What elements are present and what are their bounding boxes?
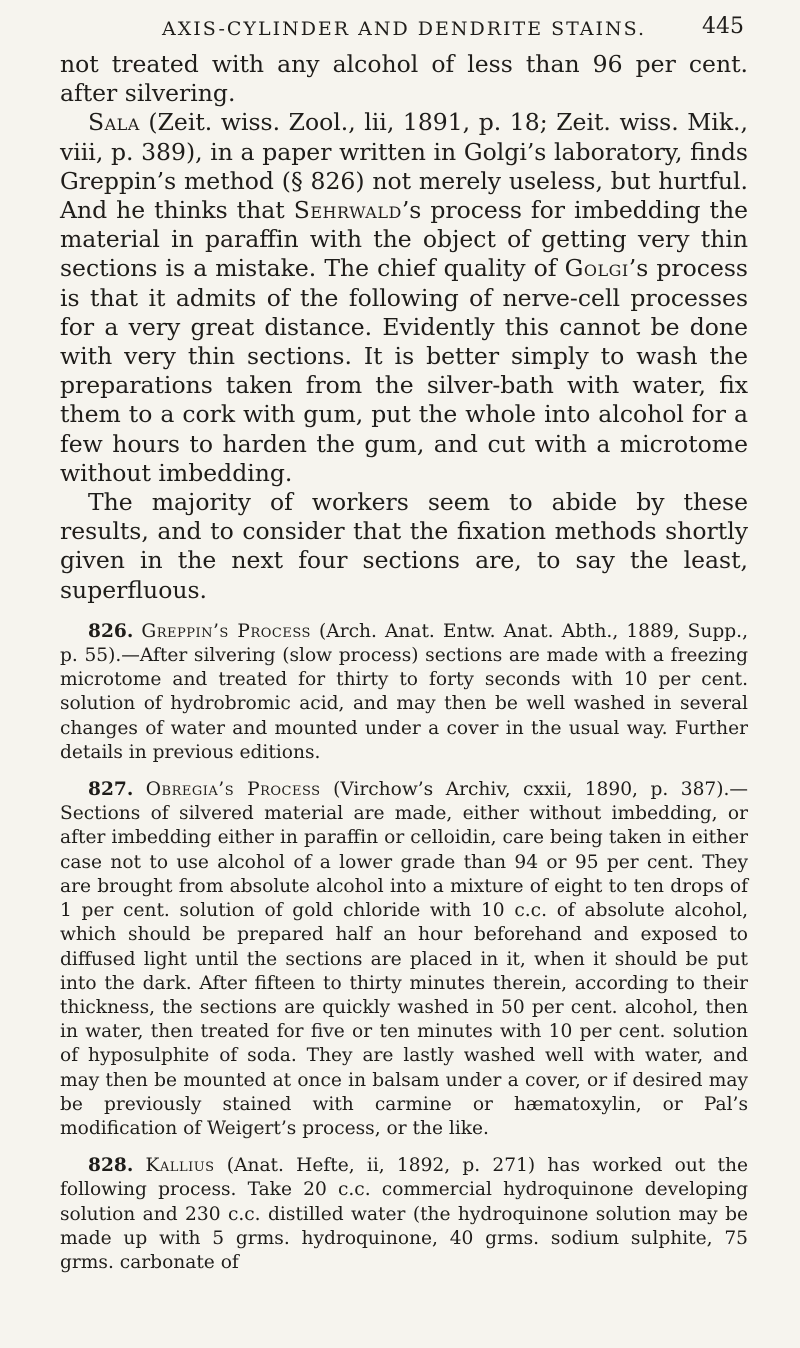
sala-paragraph	[60, 108, 748, 488]
author-golgi: Golgi	[564, 254, 629, 283]
section-828-title: Kallius	[145, 1155, 215, 1177]
section-827-title: Obregia’s Process	[145, 779, 321, 801]
section-827-number: 827.	[88, 779, 134, 801]
sala-text: ’s process for imbedding the material in paraffin with the object of getting very thin sections is a mistake. The chief quality of	[60, 196, 749, 283]
section-828-number: 828.	[88, 1155, 134, 1177]
golgi-text: ’s process is that it admits of the following of nerve-cell processes for a very great distance. Evidently this cannot be done with very thin sections. It is better simply to wash the preparations taken from the silver-bath with water, fix them to a cork with gum, put the whole into alcohol for a few hours to harden the gum, and cut with a microtome without imbedding.	[60, 254, 748, 487]
book-page	[60, 0, 748, 1288]
page-number: 445	[702, 14, 744, 39]
author-sehrwald: Sehrwald	[293, 196, 402, 225]
continued-paragraph	[60, 50, 748, 108]
continued-text: not treated with any alcohol of less than 96 per cent. after silvering.	[60, 50, 748, 108]
majority-paragraph: The majority of workers seem to abide by these results, and to consider that the fixation methods shortly given in the next four sections are, to say the least, superfluous.	[60, 488, 748, 604]
section-827	[60, 778, 748, 1141]
section-827-text: (Virchow’s Archiv, cxxii, 1890, p. 387).—Sections of silvered material are made, either without imbedding, or after imbedding either in paraffin or celloidin, care being taken in either case not to use alcohol of a lower grade than 94 or 95 per cent. They are brought from absolute alcohol into a mixture of eight to ten drops of 1 per cent. solution of gold chloride with 10 c.c. of absolute alcohol, which should be prepared half an hour beforehand and exposed to diffused light until the sections are placed in it, when it should be put into the dark. After fifteen to thirty minutes therein, according to their thickness, the sections are quickly washed in 50 per cent. alcohol, then in water, then treated for five or ten minutes with 10 per cent. solution of hyposulphite of soda. They are lastly washed well with water, and may then be mounted at once in balsam under a cover, or if desired may be previously stained with carmine or hæmatoxylin, or Pal’s modification of Weigert’s process, or the like.	[60, 779, 749, 1139]
running-title: AXIS-CYLINDER AND DENDRITE STAINS.	[161, 18, 646, 40]
main-text	[60, 50, 748, 605]
sections-block	[60, 620, 748, 1275]
section-828-text: (Anat. Hefte, ii, 1892, p. 271) has worked out the following process. Take 20 c.c. commercial hydroquinone developing solution and 230 c.c. distilled water (the hydroquinone solution may be made up with 5 grms. hydroquinone, 40 grms. sodium sulphite, 75 grms. carbonate of	[60, 1155, 748, 1273]
section-826-title: Greppin’s Process	[141, 620, 311, 642]
author-sala: Sala	[88, 108, 140, 137]
section-828	[60, 1154, 748, 1275]
page-header	[60, 0, 748, 50]
section-826-number: 826.	[88, 620, 134, 642]
section-826-text: (Arch. Anat. Entw. Anat. Abth., 1889, Supp., p. 55).—After silvering (slow process) sections are made with a freezing microtome and treated for thirty to forty seconds with 10 per cent. solution of hydrobromic acid, and may then be well washed in several changes of water and mounted under a cover in the usual way. Further details in previous editions.	[60, 620, 748, 763]
sala-reference: (Zeit. wiss. Zool., lii, 1891, p. 18; Zeit. wiss. Mik., viii, p. 389), in a paper written in Golgi’s laboratory, finds Greppin’s method (§ 826) not merely useless, but hurtful. And he thinks that	[60, 108, 748, 225]
section-826	[60, 620, 748, 765]
